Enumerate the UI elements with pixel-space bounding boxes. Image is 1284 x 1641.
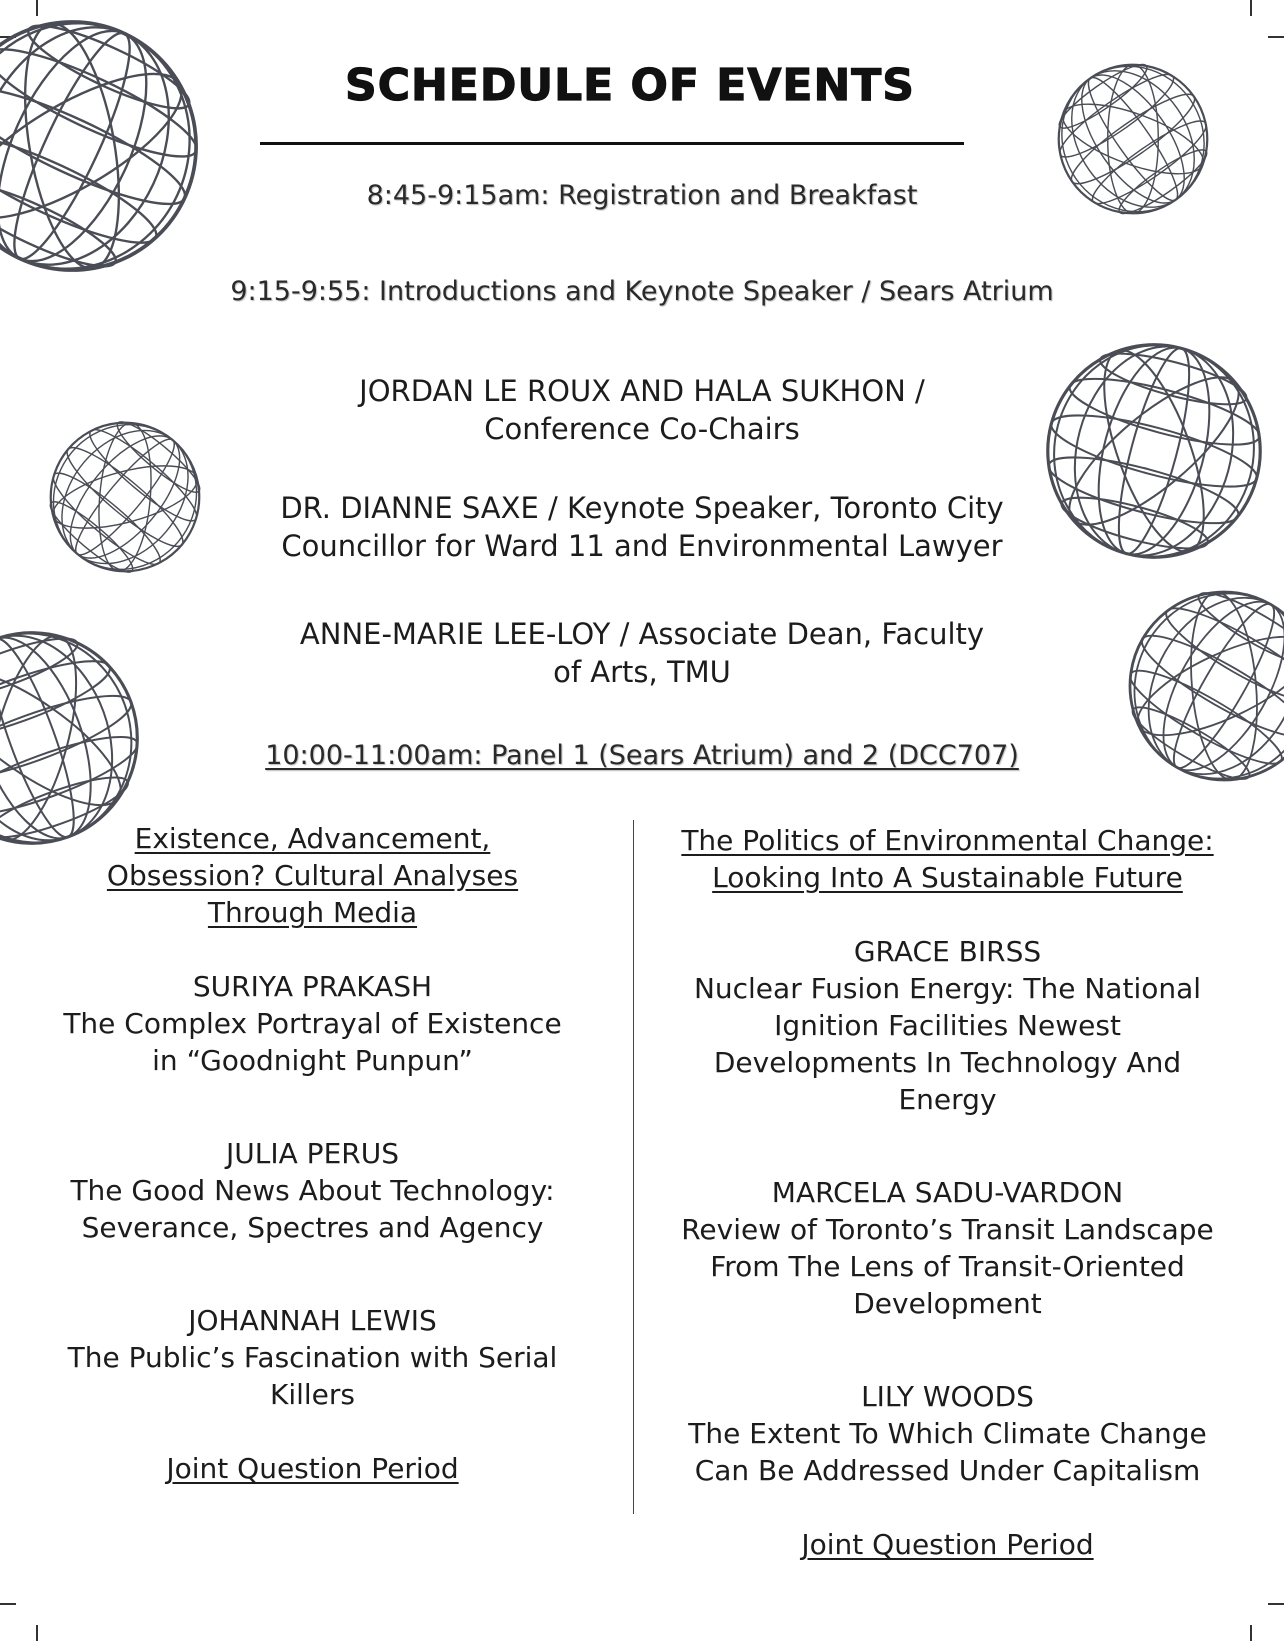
speaker-role: of Arts, TMU	[553, 655, 731, 689]
presenter-name: GRACE BIRSS	[853, 935, 1042, 968]
page-title: SCHEDULE OF EVENTS	[345, 60, 915, 111]
crop-mark-bottom-right	[1250, 1625, 1252, 1641]
speaker-line: JORDAN LE ROUX AND HALA SUKHON /	[359, 374, 925, 408]
speaker-role: Conference Co-Chairs	[484, 412, 800, 446]
talk-title-line: Review of Toronto’s Transit Landscape	[681, 1213, 1214, 1246]
panel-right-title	[660, 822, 1235, 896]
speaker-line: ANNE-MARIE LEE-LOY / Associate Dean, Faculty	[299, 617, 985, 651]
panel-left	[40, 820, 585, 1487]
talk-title-line: Energy	[898, 1083, 997, 1116]
panel-left-title	[40, 820, 585, 931]
crop-mark-bottom-left-h	[0, 1603, 16, 1605]
talk-title-line: Developments In Technology And	[713, 1046, 1182, 1079]
panels-time: 10:00-11:00am: Panel 1 (Sears Atrium) and 2 (DCC707)	[265, 740, 1019, 771]
talk-item	[660, 1174, 1235, 1322]
talk-title-line: Ignition Facilities Newest	[774, 1009, 1121, 1042]
presenter-name: JULIA PERUS	[226, 1137, 399, 1170]
registration-time: 8:45-9:15am: Registration and Breakfast	[366, 180, 918, 211]
speaker-role: Councillor for Ward 11 and Environmental Lawyer	[281, 529, 1003, 563]
talk-title-line: The Extent To Which Climate Change	[688, 1417, 1207, 1450]
talk-item	[660, 1378, 1235, 1489]
panel-title-line: The Politics of Environmental Change:	[681, 824, 1214, 857]
crop-mark-top-right-h	[1268, 36, 1284, 38]
globe-icon	[0, 14, 204, 278]
crop-mark-bottom-right-h	[1268, 1603, 1284, 1605]
talk-title-line: The Public’s Fascination with Serial	[67, 1341, 558, 1374]
panel-right	[660, 822, 1235, 1563]
speaker-keynote	[0, 489, 1284, 565]
talk-title-line: Killers	[269, 1378, 356, 1411]
speaker-dean	[0, 615, 1284, 691]
talk-title-line: The Good News About Technology:	[70, 1174, 555, 1207]
talk-item	[40, 968, 585, 1079]
question-period: Joint Question Period	[166, 1452, 459, 1485]
panel-title-line: Looking Into A Sustainable Future	[712, 861, 1183, 894]
talk-title-line: Development	[853, 1287, 1042, 1320]
panel-title-line: Existence, Advancement,	[134, 822, 491, 855]
crop-mark-top-right	[1250, 0, 1252, 16]
question-period: Joint Question Period	[801, 1528, 1094, 1561]
talk-title-line: From The Lens of Transit-Oriented	[710, 1250, 1185, 1283]
talk-item	[40, 1302, 585, 1413]
talk-title-line: Nuclear Fusion Energy: The National	[693, 972, 1202, 1005]
talk-title-line: The Complex Portrayal of Existence	[63, 1007, 562, 1040]
presenter-name: JOHANNAH LEWIS	[188, 1304, 437, 1337]
column-divider	[633, 820, 634, 1514]
talk-item	[660, 933, 1235, 1118]
keynote-time: 9:15-9:55: Introductions and Keynote Speaker / Sears Atrium	[230, 276, 1054, 307]
panel-title-line: Obsession? Cultural Analyses	[106, 859, 519, 892]
presenter-name: MARCELA SADU-VARDON	[771, 1176, 1124, 1209]
title-divider	[260, 142, 964, 145]
talk-title-line: Can Be Addressed Under Capitalism	[694, 1454, 1201, 1487]
talk-title-line: Severance, Spectres and Agency	[81, 1211, 544, 1244]
crop-mark-bottom-left	[36, 1625, 38, 1641]
talk-title-line: in “Goodnight Punpun”	[152, 1044, 473, 1077]
speaker-co-chairs	[0, 372, 1284, 448]
presenter-name: LILY WOODS	[861, 1380, 1034, 1413]
presenter-name: SURIYA PRAKASH	[192, 970, 433, 1003]
panel-title-line: Through Media	[207, 896, 418, 929]
talk-item	[40, 1135, 585, 1246]
speaker-line: DR. DIANNE SAXE / Keynote Speaker, Toronto City	[280, 491, 1004, 525]
